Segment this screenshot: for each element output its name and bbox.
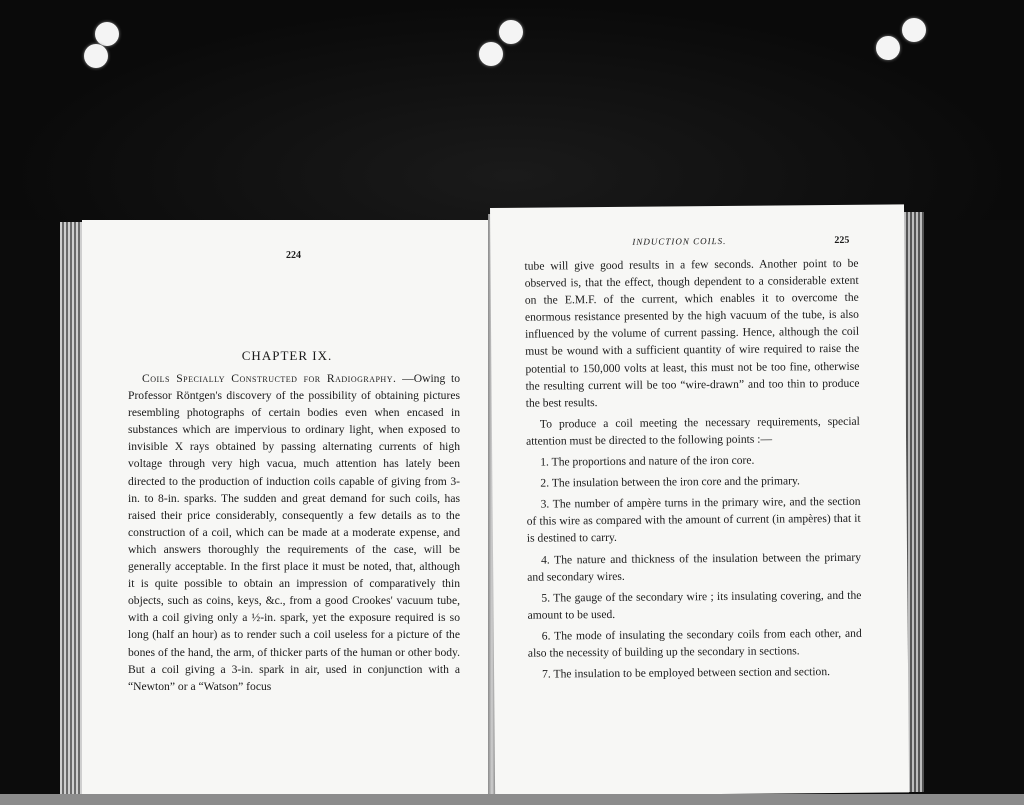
- right-page: [490, 204, 909, 796]
- running-head: INDUCTION COILS.: [632, 235, 727, 247]
- page-edges-left: [60, 222, 84, 796]
- binder-hole: [876, 36, 900, 60]
- scan-bottom-edge: [0, 794, 1024, 805]
- section-heading: Coils Specially Constructed for Radiography.: [142, 372, 397, 385]
- paragraph: tube will give good results in a few seconds. Another point to be observed is, that the effect, though dependent to a considerable extent on the E.M.F. of the current, which enables it to overcome the enormous resistance presented by the high vacuum of the tube, is also influenced by the volume of current passing. Hence, although the coil must be wound with a sufficient quantity of wire required to raise the potential to 150,000 volts at least, this must not be too fine, otherwise the resulting current will be too “wire-drawn” and too thin to produce the best results.: [524, 256, 860, 410]
- page-number: 225: [834, 234, 850, 246]
- left-page: [82, 220, 492, 796]
- binder-hole: [84, 44, 108, 68]
- list-item: 7. The insulation to be employed between section and section.: [542, 665, 831, 681]
- page-number: 224: [286, 250, 301, 261]
- list-item: 6. The mode of insulating the secondary coils from each other, and also the necessity of building up the secondary in sections.: [527, 626, 862, 660]
- list-item: 5. The gauge of the secondary wire ; its insulating covering, and the amount to be used.: [527, 588, 862, 622]
- list-item: 3. The number of ampère turns in the primary wire, and the section of this wire as compared with the amount of current (in ampères) that it is destined to carry.: [526, 494, 861, 546]
- right-body: [524, 255, 862, 683]
- binder-hole: [479, 42, 503, 66]
- list-item: 2. The insulation between the iron core and the primary.: [540, 474, 800, 490]
- left-body: [128, 370, 460, 695]
- list-item: 4. The nature and thickness of the insulation between the primary and secondary wires.: [527, 550, 862, 584]
- binder-hole: [95, 22, 119, 46]
- binder-hole: [499, 20, 523, 44]
- body-text: —Owing to Professor Röntgen's discovery of the possibility of obtaining pictures resembling photographs of certain bodies even when encased in substances which are impervious to ordinary light, when exposed to invisible X rays obtained by passing alternating currents of high voltage through very high vacua, much attention has lately been directed to the production of induction coils capable of giving from 3-in. to 8-in. sparks. The sudden and great demand for such coils, has raised their price considerably, consequently a few details as to the construction of a coil, which can be made at a moderate expense, and which answers thoroughly the requirements of the case, will be generally acceptable. In the first place it must be noted, that, although it is quite possible to obtain an impression of comparatively thin objects, such as coins, keys, &c., from a good Crookes' vacuum tube, with a coil giving only a ½-in. spark, yet the exposure required is so long (half an hour) as to render such a coil useless for a picture of the bones of the hand, the arm, of thicker parts of the human or other body. But a coil giving a 3-in. spark in air, used in conjunction with a “Newton” or a “Watson” focus: [128, 372, 460, 693]
- paragraph: To produce a coil meeting the necessary requirements, special attention must be directed to the following points :—: [525, 414, 860, 448]
- chapter-title: CHAPTER IX.: [241, 348, 333, 363]
- binder-hole: [902, 18, 926, 42]
- list-item: 1. The proportions and nature of the iron core.: [540, 453, 755, 469]
